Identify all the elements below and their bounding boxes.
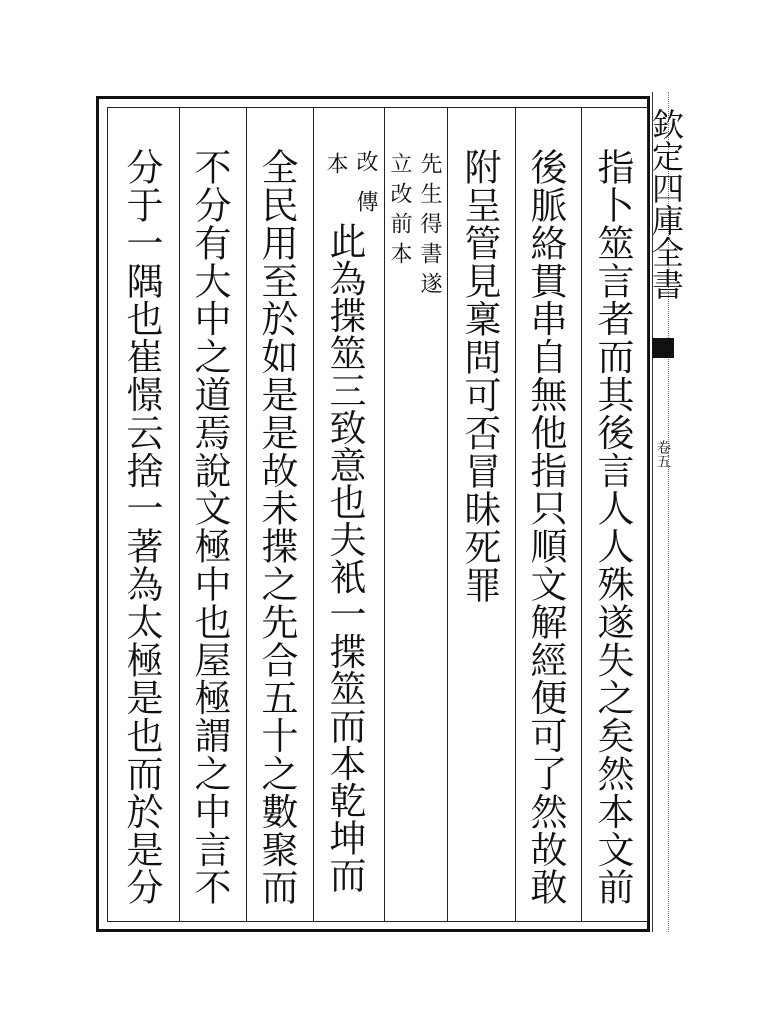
text-column-7: 不分有大中之道焉說文極中也屋極謂之中言不 (188, 148, 231, 906)
text-column-6: 全民用至於如是是故未揲之先合五十之數聚而 (255, 148, 298, 906)
text-column-1: 指卜筮言者而其後言人人殊遂失之矣然本文前 (591, 148, 634, 906)
annotation-column-5b: 本 (323, 152, 348, 177)
margin-volume-label: 卷五 (655, 440, 671, 468)
annotation-column-5a: 改傳 (353, 150, 378, 230)
text-column-5: 此為揲筮三致意也夫衹一揲筮而本乾坤而 (323, 222, 366, 894)
column-rule (313, 108, 314, 921)
column-rule (581, 108, 582, 921)
annotation-column-4b: 立改前本 (387, 152, 412, 272)
fish-tail-mark (652, 338, 674, 358)
text-column-2: 後脈絡貫串自無他指只順文解經便可了然故敢 (524, 148, 567, 906)
annotation-column-4a: 先生得書遂 (417, 152, 442, 302)
text-column-3: 附呈管見稟問可否冒昧死罪 (458, 148, 501, 604)
column-rule (179, 108, 180, 921)
text-column-8: 分于一隅也崔憬云捨一著為太極是也而於是分 (120, 148, 163, 906)
column-rule (246, 108, 247, 921)
column-rule (384, 108, 385, 921)
column-rule (515, 108, 516, 921)
margin-book-title: 欽定四庫全書 (647, 108, 685, 300)
column-rule (447, 108, 448, 921)
